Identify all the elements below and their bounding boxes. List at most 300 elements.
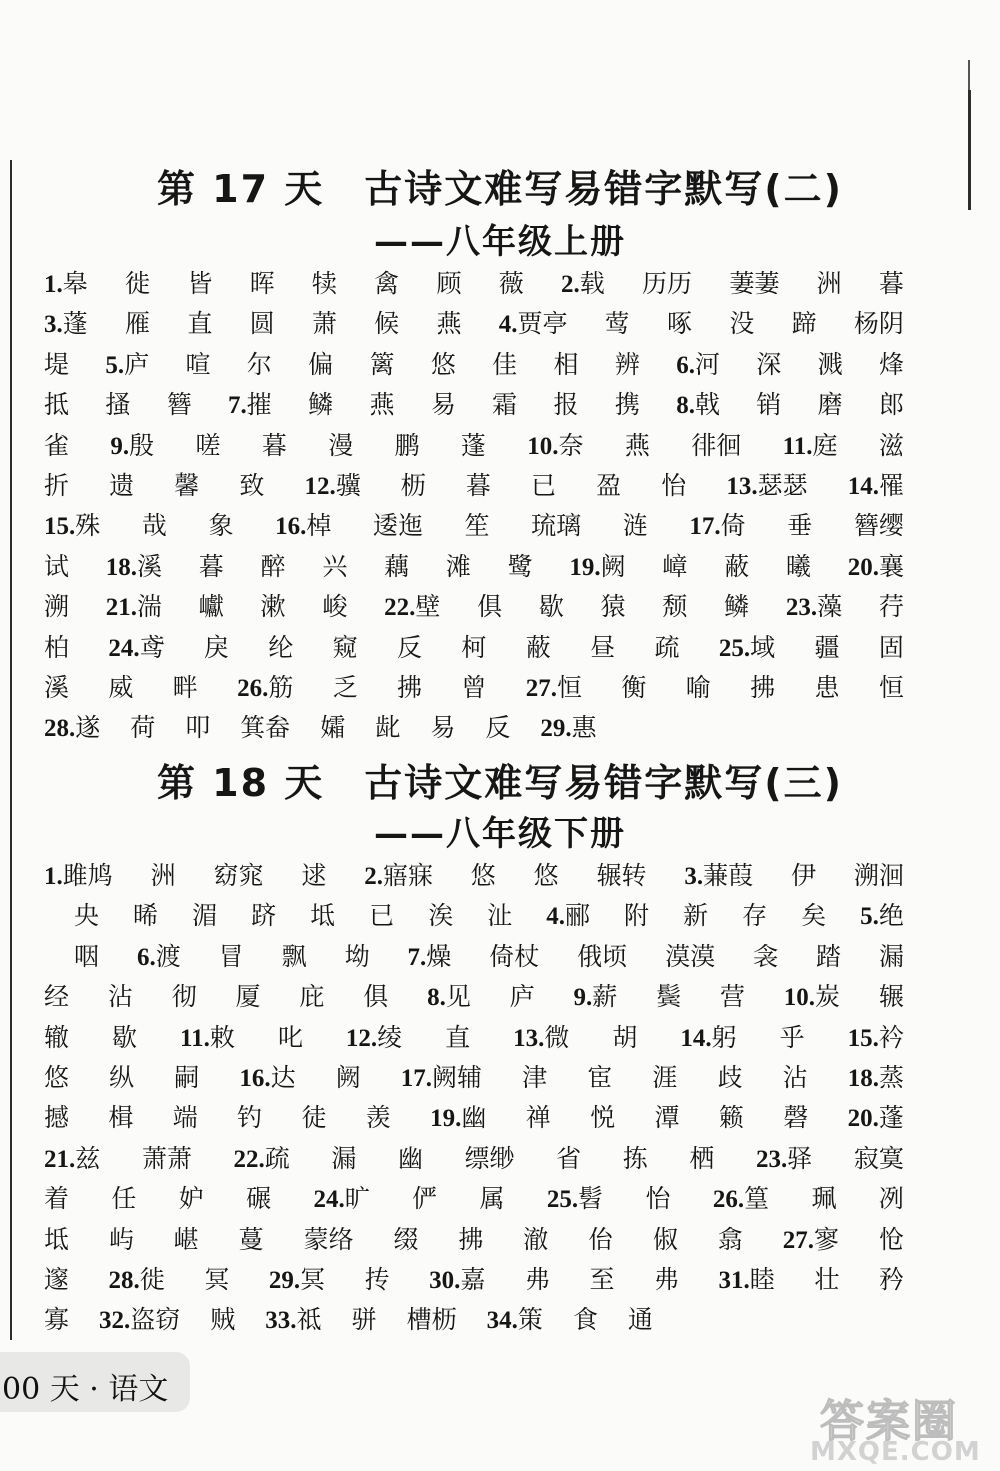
answer-token: 18.溪: [105, 551, 163, 581]
answer-token: 拂: [750, 673, 776, 702]
answer-token: 滩: [445, 551, 471, 581]
answer-token: 歇: [538, 592, 564, 622]
answer-token: 悦: [590, 1103, 616, 1133]
answer-token: 琉璃: [531, 511, 582, 541]
answer-token: 13.瑟瑟: [726, 471, 808, 500]
answer-token: 5.绝: [860, 901, 904, 931]
answer-token: 折: [44, 471, 70, 500]
answer-token: 鬓: [656, 982, 682, 1012]
answer-token: 沾: [107, 982, 133, 1012]
answer-token: 冽: [878, 1184, 904, 1214]
answer-line: [44, 464, 904, 504]
answer-token: 胡: [612, 1022, 638, 1052]
answer-token: 衡: [621, 673, 647, 702]
answer-token: 嶂: [662, 551, 688, 581]
answer-token: 荇: [878, 592, 904, 622]
answer-token: 藕: [384, 551, 410, 581]
answer-token: 食: [572, 1305, 598, 1335]
answer-token: 漏: [878, 941, 904, 971]
answer-token: 碾: [246, 1184, 272, 1214]
answer-token: 悠: [533, 861, 559, 890]
answer-token: 咽: [74, 941, 100, 971]
answer-token: 26.筋: [237, 673, 294, 702]
answer-token: 沚: [487, 901, 513, 931]
answer-token: 幽: [397, 1143, 423, 1173]
answer-token: 19.阙: [569, 551, 626, 581]
answer-token: 鹭: [507, 551, 533, 581]
answer-token: 嗣: [174, 1063, 200, 1092]
answer-token: 荷: [130, 713, 156, 743]
section-18-subtitle: ——八年级下册: [374, 814, 626, 854]
answer-token: 22.壁: [384, 592, 441, 622]
answer-token: 2.载: [561, 269, 605, 298]
answer-token: 反: [397, 632, 423, 662]
answer-token: 鳞: [308, 390, 334, 420]
answer-token: 歇: [112, 1022, 138, 1052]
answer-token: 32.盗窃: [99, 1305, 181, 1335]
answer-token: 峻: [322, 592, 348, 622]
answer-token: 楫: [108, 1103, 134, 1133]
answer-token: 弗: [654, 1265, 680, 1294]
answer-token: 暮: [198, 551, 224, 581]
answer-token: 拂: [458, 1224, 484, 1254]
footer-label: 00 天 · 语文: [2, 1372, 169, 1407]
answer-token: 属: [479, 1184, 505, 1214]
answer-line: [44, 262, 904, 302]
answer-token: 遗: [109, 471, 135, 500]
answer-token: 昼: [590, 632, 616, 662]
answer-token: 逶迤: [372, 511, 423, 541]
answer-token: 霜: [492, 390, 518, 420]
answer-token: 洲: [150, 861, 176, 890]
answer-token: 萧: [311, 309, 337, 339]
answer-token: 柏: [44, 632, 70, 662]
answer-token: 34.策: [486, 1305, 543, 1335]
answer-token: 俶: [653, 1224, 679, 1254]
answer-token: 27.寥: [782, 1224, 840, 1254]
answer-token: 26.篁: [712, 1184, 770, 1214]
answer-token: 28.徙: [108, 1265, 165, 1294]
answer-token: 郎: [878, 390, 904, 420]
answer-token: 已: [369, 901, 395, 931]
answer-token: 喧: [185, 349, 211, 379]
answer-token: 怡: [661, 471, 687, 500]
answer-token: 涟: [622, 511, 648, 541]
answer-token: 雁: [125, 309, 151, 339]
answer-token: 相: [553, 349, 579, 379]
answer-token: 附: [624, 901, 650, 931]
answer-token: 嗟: [195, 430, 221, 460]
answer-token: 馨: [174, 471, 200, 500]
watermark-url: MXQE.COM: [810, 1437, 981, 1467]
answer-token: 8.戟: [676, 390, 720, 420]
answer-token: 燕: [624, 430, 650, 460]
answer-token: 搔: [105, 390, 131, 420]
answer-token: 禽: [374, 269, 400, 298]
answer-token: 徒: [301, 1103, 327, 1133]
answer-token: 5.庐: [105, 349, 150, 379]
answer-token: 栖: [689, 1143, 715, 1173]
answer-token: 25.域: [718, 632, 776, 662]
answer-token: 营: [719, 982, 745, 1012]
answer-token: 24.旷: [313, 1184, 370, 1214]
answer-token: 29.惠: [540, 713, 597, 743]
answer-token: 直: [187, 309, 213, 339]
answer-token: 试: [44, 551, 70, 581]
answer-token: 佁: [588, 1224, 614, 1254]
answer-token: 偏: [308, 349, 334, 379]
answer-line: [44, 626, 904, 666]
answer-token: 拂: [397, 673, 423, 702]
answer-token: 雀: [44, 430, 70, 460]
page-margin-rule: [10, 160, 12, 1340]
answer-token: 撼: [44, 1103, 70, 1133]
answer-token: 冒: [218, 941, 244, 971]
section-18-title: 第 18 天 古诗文难写易错字默写(三): [156, 761, 844, 805]
answer-token: 辗转: [596, 861, 647, 890]
answer-token: 巘: [198, 592, 224, 622]
answer-token: 4.贾亭: [498, 309, 568, 339]
answer-token: 怡: [645, 1184, 671, 1214]
answer-token: 23.驿: [755, 1143, 813, 1173]
answer-token: 17.倚: [689, 511, 746, 541]
answer-token: 14.罹: [847, 471, 904, 500]
answer-token: 19.幽: [430, 1103, 487, 1133]
answer-token: 新: [683, 901, 709, 931]
answer-token: 暮: [465, 471, 491, 500]
answer-token: 蔓: [238, 1224, 264, 1254]
answer-line: [44, 1016, 904, 1056]
answer-token: 莺: [604, 309, 630, 339]
answer-token: 槽枥: [406, 1305, 457, 1335]
answer-line: [74, 935, 904, 975]
answer-token: 报: [553, 390, 579, 420]
answer-token: 柯: [461, 632, 487, 662]
answer-token: 俄顷: [577, 941, 628, 971]
answer-token: 易: [430, 390, 456, 420]
answer-token: 17.阙辅: [400, 1063, 483, 1092]
answer-token: 顾: [436, 269, 462, 298]
answer-token: 历历: [642, 269, 693, 298]
answer-token: 28.遂: [44, 713, 101, 743]
answer-token: 15.殊: [44, 511, 101, 541]
answer-token: 逑: [301, 861, 327, 890]
watermark-logo: [800, 1385, 1000, 1471]
answer-token: 10.炭: [783, 982, 841, 1012]
answer-token: 销: [756, 390, 782, 420]
answer-token: 疏: [654, 632, 680, 662]
answer-token: 漏: [331, 1143, 357, 1173]
answer-token: 7.摧: [228, 390, 272, 420]
answer-line: [44, 424, 904, 464]
answer-token: 4.郦: [546, 901, 591, 931]
answer-token: 固: [878, 632, 904, 662]
answer-token: 龀: [375, 713, 401, 743]
answer-token: 辙: [44, 1022, 70, 1052]
answer-token: 徙: [125, 269, 151, 298]
answer-token: 12.骥: [304, 471, 361, 500]
answer-token: 跻: [251, 901, 277, 931]
answer-token: 漱: [260, 592, 286, 622]
answer-token: 漫: [328, 430, 354, 460]
answer-token: 燕: [436, 309, 462, 339]
answer-token: 致: [239, 471, 265, 500]
answer-token: 11.庭: [782, 430, 838, 460]
answer-token: 踏: [816, 941, 842, 971]
answer-token: 通: [627, 1305, 653, 1335]
answer-token: 14.躬: [680, 1022, 737, 1052]
answer-token: 11.敕: [180, 1022, 235, 1052]
answer-token: 18.蒸: [847, 1063, 904, 1092]
answer-token: 至: [589, 1265, 615, 1294]
answer-token: 徘徊: [691, 430, 742, 460]
answer-token: 恒: [878, 673, 904, 702]
answer-token: 垂: [787, 511, 813, 541]
answer-token: 簪缨: [853, 511, 904, 541]
answer-token: 缀: [393, 1224, 419, 1254]
answer-token: 湄: [192, 901, 218, 931]
answer-token: 箕畚: [240, 713, 291, 743]
answer-token: 皆: [187, 269, 213, 298]
answer-token: 叩: [185, 713, 211, 743]
answer-token: 盈: [596, 471, 622, 500]
answer-token: 禅: [525, 1103, 551, 1133]
answer-token: 威: [108, 673, 134, 702]
answer-line: [44, 545, 904, 585]
answer-line: [44, 1258, 904, 1298]
answer-token: 飘: [281, 941, 307, 971]
answer-token: 宦: [587, 1063, 613, 1092]
answer-token: 辗: [878, 982, 904, 1012]
answer-token: 衾: [753, 941, 779, 971]
answer-token: 13.微: [513, 1022, 570, 1052]
answer-token: 滋: [878, 430, 904, 460]
answer-token: 携: [614, 390, 640, 420]
answer-token: 16.棹: [275, 511, 332, 541]
answer-token: 戾: [203, 632, 229, 662]
answer-token: 任: [111, 1184, 137, 1214]
answer-token: 厦: [235, 982, 261, 1012]
answer-token: 俨: [412, 1184, 438, 1214]
answer-token: 溅: [817, 349, 843, 379]
answer-line: [44, 706, 904, 746]
answer-token: 澈: [523, 1224, 549, 1254]
answer-token: 尔: [246, 349, 272, 379]
answer-token: 1.皋: [44, 269, 88, 298]
answer-token: 央: [74, 901, 100, 931]
answer-token: 坻: [44, 1224, 70, 1254]
answer-token: 抵: [44, 390, 70, 420]
answer-token: 俱: [477, 592, 503, 622]
answer-token: 笙: [464, 511, 490, 541]
answer-token: 29.冥: [268, 1265, 326, 1294]
answer-token: 羡: [365, 1103, 391, 1133]
answer-token: 涯: [652, 1063, 678, 1092]
answer-token: 12.绫: [345, 1022, 403, 1052]
answer-token: 暮: [261, 430, 287, 460]
answer-line: [44, 1096, 904, 1136]
answer-token: 省: [556, 1143, 582, 1173]
answer-token: 端: [172, 1103, 198, 1133]
answer-token: 纵: [109, 1063, 135, 1092]
answer-token: 猿: [600, 592, 626, 622]
answer-line: [44, 975, 904, 1015]
answer-token: 萋萋: [729, 269, 780, 298]
answer-line: [44, 666, 904, 706]
answer-token: 抟: [364, 1265, 390, 1294]
answer-token: 辨: [614, 349, 640, 379]
answer-token: 俱: [363, 982, 389, 1012]
answer-token: 10.奈: [527, 430, 584, 460]
answer-token: 悠: [44, 1063, 70, 1092]
answer-token: 经: [44, 982, 70, 1012]
answer-token: 乏: [332, 673, 358, 702]
answer-token: 寡: [44, 1305, 70, 1335]
answer-token: 21.兹: [44, 1143, 101, 1173]
answer-token: 候: [374, 309, 400, 339]
answer-token: 妒: [178, 1184, 204, 1214]
answer-token: 反: [485, 713, 511, 743]
answer-token: 曾: [461, 673, 487, 702]
answer-line: [44, 343, 904, 383]
answer-token: 壮: [814, 1265, 840, 1294]
answer-token: 洲: [816, 269, 842, 298]
answer-token: 蔽: [724, 551, 750, 581]
answer-token: 萧萧: [141, 1143, 192, 1173]
answer-token: 鳞: [724, 592, 750, 622]
answer-token: 乎: [779, 1022, 805, 1052]
answer-token: 晖: [249, 269, 275, 298]
answer-token: 钓: [237, 1103, 263, 1133]
answer-token: 贼: [210, 1305, 236, 1335]
answer-line: [44, 1298, 904, 1338]
answer-token: 颓: [662, 592, 688, 622]
answer-line: [44, 383, 904, 423]
answer-token: 悠: [430, 349, 456, 379]
answer-line: [44, 1218, 904, 1258]
answer-token: 倚杖: [489, 941, 540, 971]
answer-token: 30.嘉: [429, 1265, 486, 1294]
answer-token: 易: [430, 713, 456, 743]
answer-token: 邃: [44, 1265, 70, 1294]
answer-token: 16.达: [239, 1063, 296, 1092]
answer-token: 庐: [509, 982, 535, 1012]
answer-token: 21.湍: [105, 592, 163, 622]
answer-token: 沾: [782, 1063, 808, 1092]
answer-line: [74, 894, 904, 934]
answer-token: 蹄: [791, 309, 817, 339]
answer-token: 深: [756, 349, 782, 379]
answer-token: 兴: [322, 551, 348, 581]
answer-line: [44, 854, 904, 894]
answer-token: 枥: [400, 471, 426, 500]
answer-line: [44, 504, 904, 544]
answer-line: [44, 585, 904, 625]
answer-token: 磨: [817, 390, 843, 420]
answer-token: 漠漠: [665, 941, 716, 971]
answer-token: 阙: [335, 1063, 361, 1092]
answer-token: 患: [814, 673, 840, 702]
answer-token: 蒙络: [303, 1224, 354, 1254]
answer-token: 溯洄: [853, 861, 904, 890]
answer-token: 珮: [811, 1184, 837, 1214]
answer-token: 涘: [428, 901, 454, 931]
answer-token: 彻: [171, 982, 197, 1012]
answer-token: 冥: [204, 1265, 230, 1294]
answer-token: 蓬: [460, 430, 486, 460]
answer-token: 1.雎鸠: [44, 861, 113, 890]
page-edge-mark: [968, 60, 970, 90]
answer-token: 3.蓬: [44, 309, 88, 339]
answer-token: 堤: [44, 349, 70, 379]
answer-token: 犊: [311, 269, 337, 298]
answer-token: 3.蒹葭: [684, 861, 754, 890]
answer-token: 翕: [717, 1224, 743, 1254]
answer-token: 骈: [351, 1305, 377, 1335]
answer-token: 籁: [718, 1103, 744, 1133]
answer-token: 15.衿: [847, 1022, 904, 1052]
answer-token: 篱: [369, 349, 395, 379]
answer-token: 坻: [310, 901, 336, 931]
answer-token: 没: [729, 309, 755, 339]
answer-token: 屿: [108, 1224, 134, 1254]
answer-token: 27.恒: [525, 673, 583, 702]
answer-token: 9.薪: [573, 982, 618, 1012]
answer-token: 33.祗: [265, 1305, 322, 1335]
answer-token: 津: [522, 1063, 548, 1092]
answer-token: 矜: [878, 1265, 904, 1294]
answer-token: 暮: [878, 269, 904, 298]
answer-token: 寂寞: [853, 1143, 904, 1173]
answer-token: 醉: [260, 551, 286, 581]
answer-token: 20.蓬: [847, 1103, 904, 1133]
answer-token: 24.鸢: [108, 632, 165, 662]
answer-token: 坳: [344, 941, 370, 971]
watermark-main: 答案圈: [820, 1396, 958, 1447]
answer-token: 燕: [369, 390, 395, 420]
answer-token: 窈窕: [213, 861, 264, 890]
answer-token: 25.髫: [546, 1184, 604, 1214]
answer-token: 6.河: [676, 349, 720, 379]
answer-token: 拣: [622, 1143, 648, 1173]
answer-token: 22.疏: [233, 1143, 290, 1173]
answer-token: 曦: [785, 551, 811, 581]
answer-token: 溯: [44, 592, 70, 622]
answer-token: 畔: [172, 673, 198, 702]
answer-token: 2.寤寐: [364, 861, 433, 890]
answer-token: 纶: [268, 632, 294, 662]
answer-token: 蔽: [525, 632, 551, 662]
answer-token: 怆: [878, 1224, 904, 1254]
answer-token: 歧: [717, 1063, 743, 1092]
answer-token: 圆: [249, 309, 275, 339]
answer-token: 直: [445, 1022, 471, 1052]
answer-token: 溪: [44, 673, 70, 702]
answer-token: 佳: [492, 349, 518, 379]
section-17-title: 第 17 天 古诗文难写易错字默写(二): [156, 167, 844, 211]
answer-line: [44, 1177, 904, 1217]
answer-token: 8.见: [427, 982, 471, 1012]
answer-line: [44, 302, 904, 342]
answer-token: 簪: [166, 390, 192, 420]
answer-token: 窥: [332, 632, 358, 662]
answer-token: 矣: [801, 901, 827, 931]
section-17-subtitle: ——八年级上册: [374, 222, 626, 262]
answer-token: 叱: [277, 1022, 303, 1052]
answer-token: 磬: [783, 1103, 809, 1133]
answer-token: 孀: [320, 713, 346, 743]
answer-token: 喻: [685, 673, 711, 702]
